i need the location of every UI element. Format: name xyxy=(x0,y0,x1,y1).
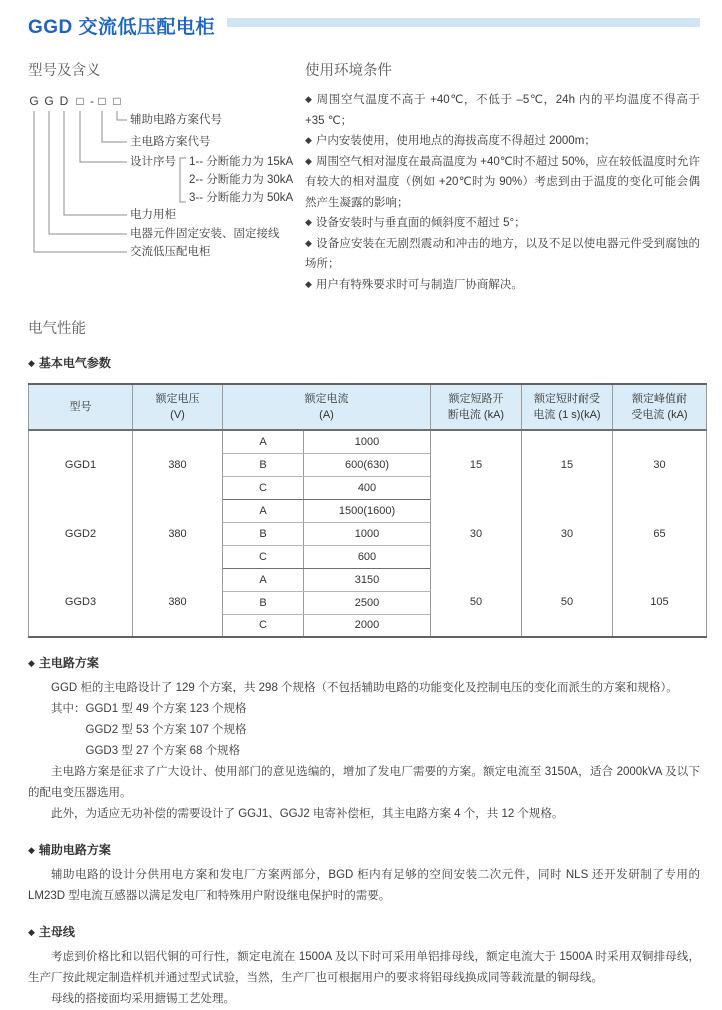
cell-current-class: C xyxy=(223,614,304,637)
env-bullet-text: 用户有特殊要求时可与制造厂协商解决。 xyxy=(315,278,523,291)
cell-model: GGD1 xyxy=(29,430,133,499)
cell-current-value: 600 xyxy=(304,545,431,568)
busbar-section xyxy=(28,923,700,1010)
cell-current-class: A xyxy=(223,568,304,591)
cell-current-class: B xyxy=(223,591,304,614)
diamond-bullet-icon: ◆ xyxy=(305,237,313,248)
header-text: 额定短时耐受 xyxy=(534,393,600,405)
model-char: □ xyxy=(98,94,106,108)
paragraph: GGD 柜的主电路设计了 129 个方案，共 298 个规格（不包括辅助电路的功能变化及控制电压的变化而派生的方案和规格）。 xyxy=(51,682,678,694)
cell-current-class: C xyxy=(223,476,304,499)
cell-current-class: A xyxy=(223,499,304,522)
cell-withstand: 50 xyxy=(522,568,613,637)
env-bullet xyxy=(305,90,700,131)
cell-current-value: 600(630) xyxy=(304,453,431,476)
diagram-label-ac-cabinet: 交流低压配电柜 xyxy=(130,246,211,258)
model-diagram-column xyxy=(28,90,305,295)
paragraph: 母线的搭接面均采用搪锡工艺处理。 xyxy=(51,993,235,1005)
model-char: D xyxy=(59,94,69,108)
cell-withstand: 15 xyxy=(522,430,613,499)
diamond-bullet-icon: ◆ xyxy=(305,94,313,104)
env-bullet xyxy=(305,213,700,234)
cell-voltage: 380 xyxy=(133,430,223,499)
diagram-label-fixed-wiring: 电器元件固定安装、固定接线 xyxy=(130,228,280,240)
env-bullet-text: 周围空气相对湿度在最高温度为 +40℃时不超过 50%，应在较低温度时允许有较大的相对温度（例如 +20℃时为 90%）考虑到由于温度的变化可能会偶然产生凝露的影响； xyxy=(305,155,701,209)
cell-peak: 65 xyxy=(613,499,707,568)
table-row xyxy=(29,499,707,522)
table-row xyxy=(29,568,707,591)
header-text: (V) xyxy=(170,409,185,421)
paragraph: 主电路方案是征求了广大设计、使用部门的意见选编的，增加了发电厂需要的方案。额定电流至 3150A，适合 2000kVA 及以下的配电变压器选用。 xyxy=(28,766,700,799)
header-rated-current xyxy=(223,384,431,430)
cell-breaking: 50 xyxy=(431,568,522,637)
cell-current-value: 1000 xyxy=(304,522,431,545)
diagram-label-main-circuit: 主电路方案代号 xyxy=(130,136,211,148)
cell-breaking: 30 xyxy=(431,499,522,568)
cell-current-class: B xyxy=(223,453,304,476)
paragraph: 此外，为适应无功补偿的需要设计了 GGJ1、GGJ2 电寄补偿柜，其主电路方案 4 个，共 12 个规格。 xyxy=(51,808,564,820)
model-code-diagram xyxy=(28,94,348,272)
paragraph: GGD2 型 53 个方案 107 个规格 xyxy=(85,724,247,736)
cell-current-class: C xyxy=(223,545,304,568)
cell-voltage: 380 xyxy=(133,499,223,568)
env-bullet-text: 户内安装使用，使用地点的海拔高度不得超过 2000m； xyxy=(315,135,596,147)
diamond-bullet-icon: ◆ xyxy=(28,927,35,937)
paragraph: 考虑到价格比和以铝代铜的可行性，额定电流在 1500A 及以下时可采用单铝排母线，额定电流大于 1500A 时采用双铜排母线，生产厂按此规定制造样机并通过型式试验，当然，生产厂也可根据用户的要求将铝母线换成同等载流量的铜母线。 xyxy=(28,951,700,984)
cell-breaking: 15 xyxy=(431,430,522,499)
environment-section-heading: 使用环境条件 xyxy=(305,63,392,79)
diagram-design-option: 3-- 分断能力为 50kA xyxy=(189,192,294,204)
header-breaking-current xyxy=(431,384,522,430)
top-columns xyxy=(28,90,700,295)
env-bullet xyxy=(305,152,700,214)
cell-current-value: 1500(1600) xyxy=(304,499,431,522)
diamond-bullet-icon: ◆ xyxy=(305,278,312,289)
env-bullet-text: 设备应安装在无剧烈震动和冲击的地方，以及不足以使电器元件受到腐蚀的场所； xyxy=(305,237,700,270)
diamond-bullet-icon: ◆ xyxy=(305,135,312,145)
env-bullet xyxy=(305,275,700,296)
environment-conditions xyxy=(305,90,700,295)
cell-model: GGD2 xyxy=(29,499,133,568)
model-char: G xyxy=(29,94,39,108)
header-model xyxy=(29,384,133,430)
diagram-label-power-cabinet: 电力用柜 xyxy=(130,209,176,221)
cell-voltage: 380 xyxy=(133,568,223,637)
section-title-text: 辅助电路方案 xyxy=(38,843,111,857)
env-bullet xyxy=(305,234,700,275)
cell-current-value: 2000 xyxy=(304,614,431,637)
model-char: - xyxy=(90,94,94,108)
cell-current-class: A xyxy=(223,430,304,453)
paragraph: 辅助电路的设计分供用电方案和发电厂方案两部分，BGD 柜内有足够的空间安装二次元件，同时 NLS 还开发研制了专用的 LM23D 型电流互感器以满足发电厂和特殊用户附设继电保护时的需要。 xyxy=(28,869,700,902)
main-circuit-section xyxy=(28,654,700,825)
basic-parameters-subheading xyxy=(28,354,700,371)
model-char: □ xyxy=(113,94,121,108)
cell-current-class: B xyxy=(223,522,304,545)
cell-withstand: 30 xyxy=(522,499,613,568)
header-text: 受电流 (kA) xyxy=(631,409,688,421)
diagram-design-option: 2-- 分断能力为 30kA xyxy=(189,174,294,186)
header-peak-current xyxy=(613,384,707,430)
header-rated-voltage xyxy=(133,384,223,430)
aux-circuit-section xyxy=(28,841,700,907)
header-text: 额定电流 xyxy=(304,393,349,405)
diamond-bullet-icon: ◆ xyxy=(28,358,35,368)
cell-peak: 30 xyxy=(613,430,707,499)
header-text: 额定短路开 xyxy=(448,393,504,405)
basic-parameters-label: 基本电气参数 xyxy=(38,356,111,370)
page-title: GGD 交流低压配电柜 xyxy=(28,17,216,38)
header-text: 额定电压 xyxy=(155,393,200,405)
paragraph: GGD3 型 27 个方案 68 个规格 xyxy=(85,745,241,757)
cell-peak: 105 xyxy=(613,568,707,637)
electrical-parameters-table xyxy=(28,383,707,638)
table-row xyxy=(29,430,707,453)
diamond-bullet-icon: ◆ xyxy=(28,658,35,668)
electrical-section-heading: 电气性能 xyxy=(28,321,86,337)
cell-current-value: 2500 xyxy=(304,591,431,614)
diamond-bullet-icon: ◆ xyxy=(28,845,35,855)
env-bullet-text: 设备安装时与垂直面的倾斜度不超过 5°； xyxy=(315,217,526,229)
model-char: □ xyxy=(76,94,84,108)
busbar-title xyxy=(28,923,700,940)
header-text: 电流 (1 s)(kA) xyxy=(533,409,601,421)
section-title-text: 主电路方案 xyxy=(38,656,99,670)
main-circuit-title xyxy=(28,654,700,671)
aux-circuit-title xyxy=(28,841,700,858)
env-bullet xyxy=(305,131,700,152)
env-bullet-text: 周围空气温度不高于 +40℃，不低于 –5℃，24h 内的平均温度不得高于 +35 ℃； xyxy=(305,94,700,127)
header-text: (A) xyxy=(319,409,334,421)
section-title-text: 主母线 xyxy=(38,925,75,939)
title-row xyxy=(28,12,700,39)
header-text: 断电流 (kA) xyxy=(447,409,505,421)
diagram-label-design-no: 设计序号 xyxy=(130,156,176,168)
headings-row xyxy=(28,59,700,90)
paragraph: 其中：GGD1 型 49 个方案 123 个规格 xyxy=(51,703,247,715)
diagram-label-aux-circuit: 辅助电路方案代号 xyxy=(130,114,222,126)
cell-current-value: 400 xyxy=(304,476,431,499)
header-text: 额定峰值耐 xyxy=(632,393,687,405)
cell-current-value: 3150 xyxy=(304,568,431,591)
diamond-bullet-icon: ◆ xyxy=(305,155,312,166)
header-text: 型号 xyxy=(69,401,92,413)
diagram-design-option: 1-- 分断能力为 15kA xyxy=(189,156,294,168)
model-char: G xyxy=(44,94,54,108)
cell-model: GGD3 xyxy=(29,568,133,637)
model-section-heading: 型号及含义 xyxy=(28,63,101,79)
header-withstand-current xyxy=(522,384,613,430)
table-header-row xyxy=(29,384,707,430)
cell-current-value: 1000 xyxy=(304,430,431,453)
title-accent-bar xyxy=(227,18,700,27)
diamond-bullet-icon: ◆ xyxy=(305,217,312,227)
